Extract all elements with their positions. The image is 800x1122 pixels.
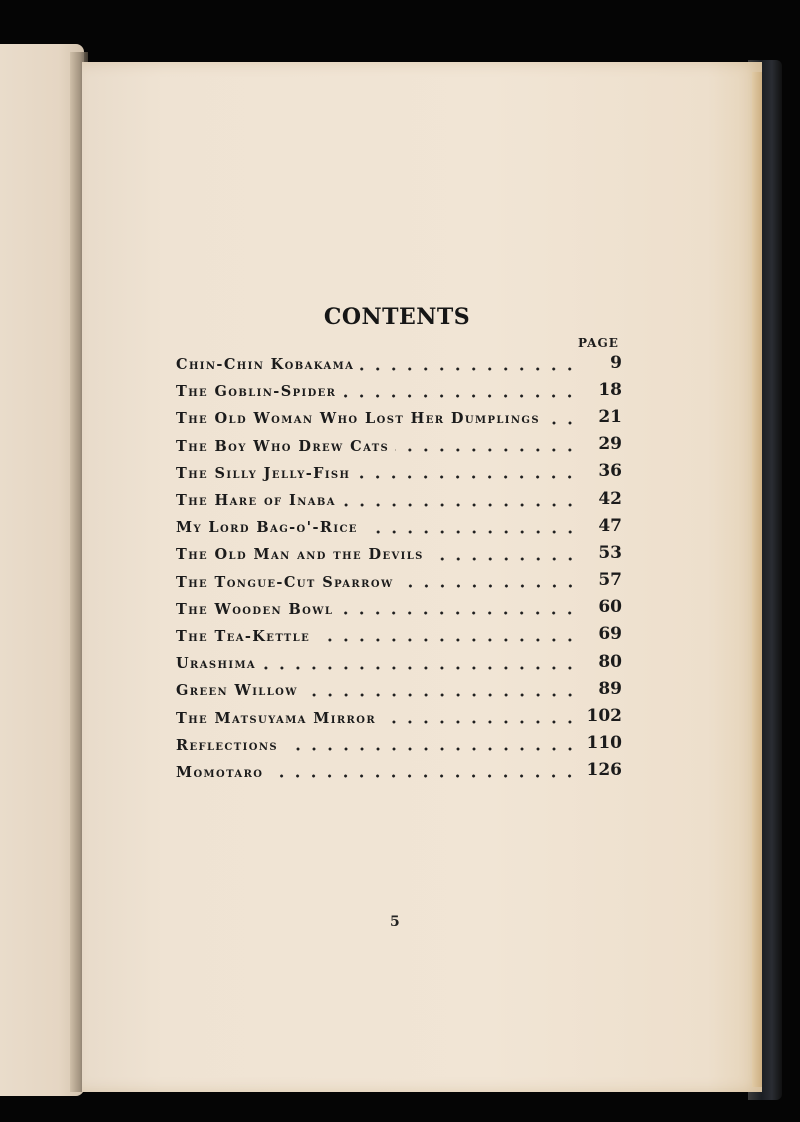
toc-entry <box>176 541 622 568</box>
toc-entry <box>176 596 622 623</box>
toc-entry-title: Chin-Chin Kobakama <box>176 356 355 374</box>
toc-entry-page: 21 <box>598 406 622 427</box>
toc-entry <box>176 378 622 405</box>
toc-entry <box>176 732 622 759</box>
toc-entry <box>176 677 622 704</box>
toc-entry <box>176 433 622 460</box>
toc-entry-title: The Matsuyama Mirror <box>176 709 377 727</box>
toc-entry-page: 36 <box>598 461 622 482</box>
dot-leader <box>430 553 578 565</box>
toc-entry-title: The Tongue-Cut Sparrow <box>176 573 394 591</box>
toc-entry-title: The Boy Who Drew Cats <box>176 437 390 455</box>
toc-entry-page: 29 <box>598 434 622 455</box>
page-column-label: PAGE <box>578 336 619 350</box>
dot-leader <box>360 363 578 375</box>
toc-entry <box>176 405 622 432</box>
toc-entry <box>176 623 622 650</box>
toc-entry-title: Reflections <box>176 736 278 754</box>
toc-entry <box>176 514 622 541</box>
toc-entry-page: 42 <box>598 488 622 509</box>
toc-entry-page: 126 <box>586 760 622 781</box>
toc-entry-title: The Hare of Inaba <box>176 492 336 510</box>
table-of-contents <box>176 351 622 786</box>
dot-leader <box>262 662 578 674</box>
toc-entry <box>176 704 622 731</box>
dot-leader <box>316 634 578 646</box>
toc-entry-title: The Wooden Bowl <box>176 600 334 618</box>
toc-entry <box>176 460 622 487</box>
contents-heading: CONTENTS <box>323 304 471 330</box>
toc-entry-title: Momotaro <box>176 763 264 781</box>
toc-entry-page: 80 <box>598 651 622 672</box>
toc-entry-page: 60 <box>598 597 622 618</box>
toc-entry-page: 69 <box>598 624 622 645</box>
toc-entry-title: The Old Woman Who Lost Her Dumplings <box>176 410 540 428</box>
toc-entry <box>176 351 622 378</box>
dot-leader <box>339 607 578 619</box>
toc-entry-title: The Old Man and the Devils <box>176 546 424 564</box>
toc-entry <box>176 650 622 677</box>
dot-leader <box>356 471 578 483</box>
dot-leader <box>382 716 578 728</box>
toc-entry-page: 102 <box>586 706 622 727</box>
dot-leader <box>304 689 578 701</box>
toc-entry <box>176 569 622 596</box>
toc-entry-page: 18 <box>598 379 622 400</box>
toc-entry <box>176 759 622 786</box>
dot-leader <box>284 743 578 755</box>
dot-leader <box>342 390 578 402</box>
toc-entry <box>176 487 622 514</box>
page-edge <box>752 72 762 1087</box>
toc-entry-title: Urashima <box>176 655 257 673</box>
toc-entry-title: The Tea-Kettle <box>176 627 311 645</box>
dot-leader <box>395 444 578 456</box>
toc-entry-title: Green Willow <box>176 682 298 700</box>
toc-entry-page: 47 <box>598 515 622 536</box>
page-number: 5 <box>390 914 400 930</box>
dot-leader <box>269 770 578 782</box>
toc-entry-page: 9 <box>610 352 622 373</box>
dot-leader <box>546 417 578 429</box>
dot-leader <box>364 526 578 538</box>
toc-entry-title: The Silly Jelly-Fish <box>176 464 351 482</box>
toc-entry-title: My Lord Bag-o'-Rice <box>176 519 358 537</box>
dot-leader <box>342 499 578 511</box>
toc-entry-page: 53 <box>598 542 622 563</box>
toc-entry-page: 89 <box>598 678 622 699</box>
toc-entry-title: The Goblin-Spider <box>176 383 337 401</box>
toc-entry-page: 57 <box>598 570 622 591</box>
dot-leader <box>400 580 578 592</box>
toc-entry-page: 110 <box>586 733 622 754</box>
